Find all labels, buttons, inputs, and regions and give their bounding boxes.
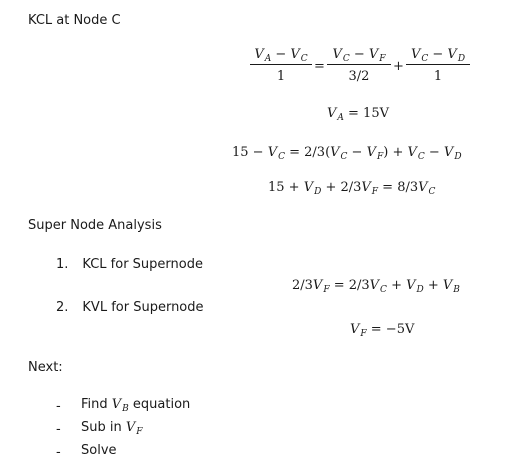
plus-sign: + xyxy=(393,59,404,74)
bullet-dash: - xyxy=(56,399,61,414)
numbered-item-kvl: 2. KVL for Supernode xyxy=(56,300,204,315)
equation-rearranged: $15 + V_D + 2/3V_F = 8/3V_C$ xyxy=(268,180,436,197)
bullet-solve: Solve xyxy=(81,443,117,458)
fraction-vc-minus-vd: $V_C - V_D$ 1 xyxy=(406,47,470,84)
equation-supernode-kcl: $2/3V_F = 2/3V_C + V_D + V_B$ xyxy=(292,278,460,295)
bullet-sub-in-vf: Sub in $V_F$ xyxy=(81,420,143,437)
bullet-dash: - xyxy=(56,422,61,437)
equation-expanded: $15 - V_C = 2/3(V_C - V_F) + V_C - V_D$ xyxy=(232,145,462,162)
bullet-find-vb: Find $V_B$ equation xyxy=(81,397,191,414)
fraction-vc-minus-vf: $V_C - V_F$ 3/2 xyxy=(327,47,391,84)
heading-kcl-node-c: KCL at Node C xyxy=(28,13,121,28)
heading-next: Next: xyxy=(28,360,63,375)
bullet-dash: - xyxy=(56,445,61,460)
numbered-item-kcl: 1. KCL for Supernode xyxy=(56,257,203,272)
equation-va-value: $V_A = 15V$ xyxy=(327,106,389,123)
equals-sign: = xyxy=(314,59,325,74)
equation-vf-value: $V_F = -5V$ xyxy=(350,322,415,339)
heading-super-node-analysis: Super Node Analysis xyxy=(28,218,162,233)
fraction-va-minus-vc: $V_A - V_C$ 1 xyxy=(250,47,312,84)
